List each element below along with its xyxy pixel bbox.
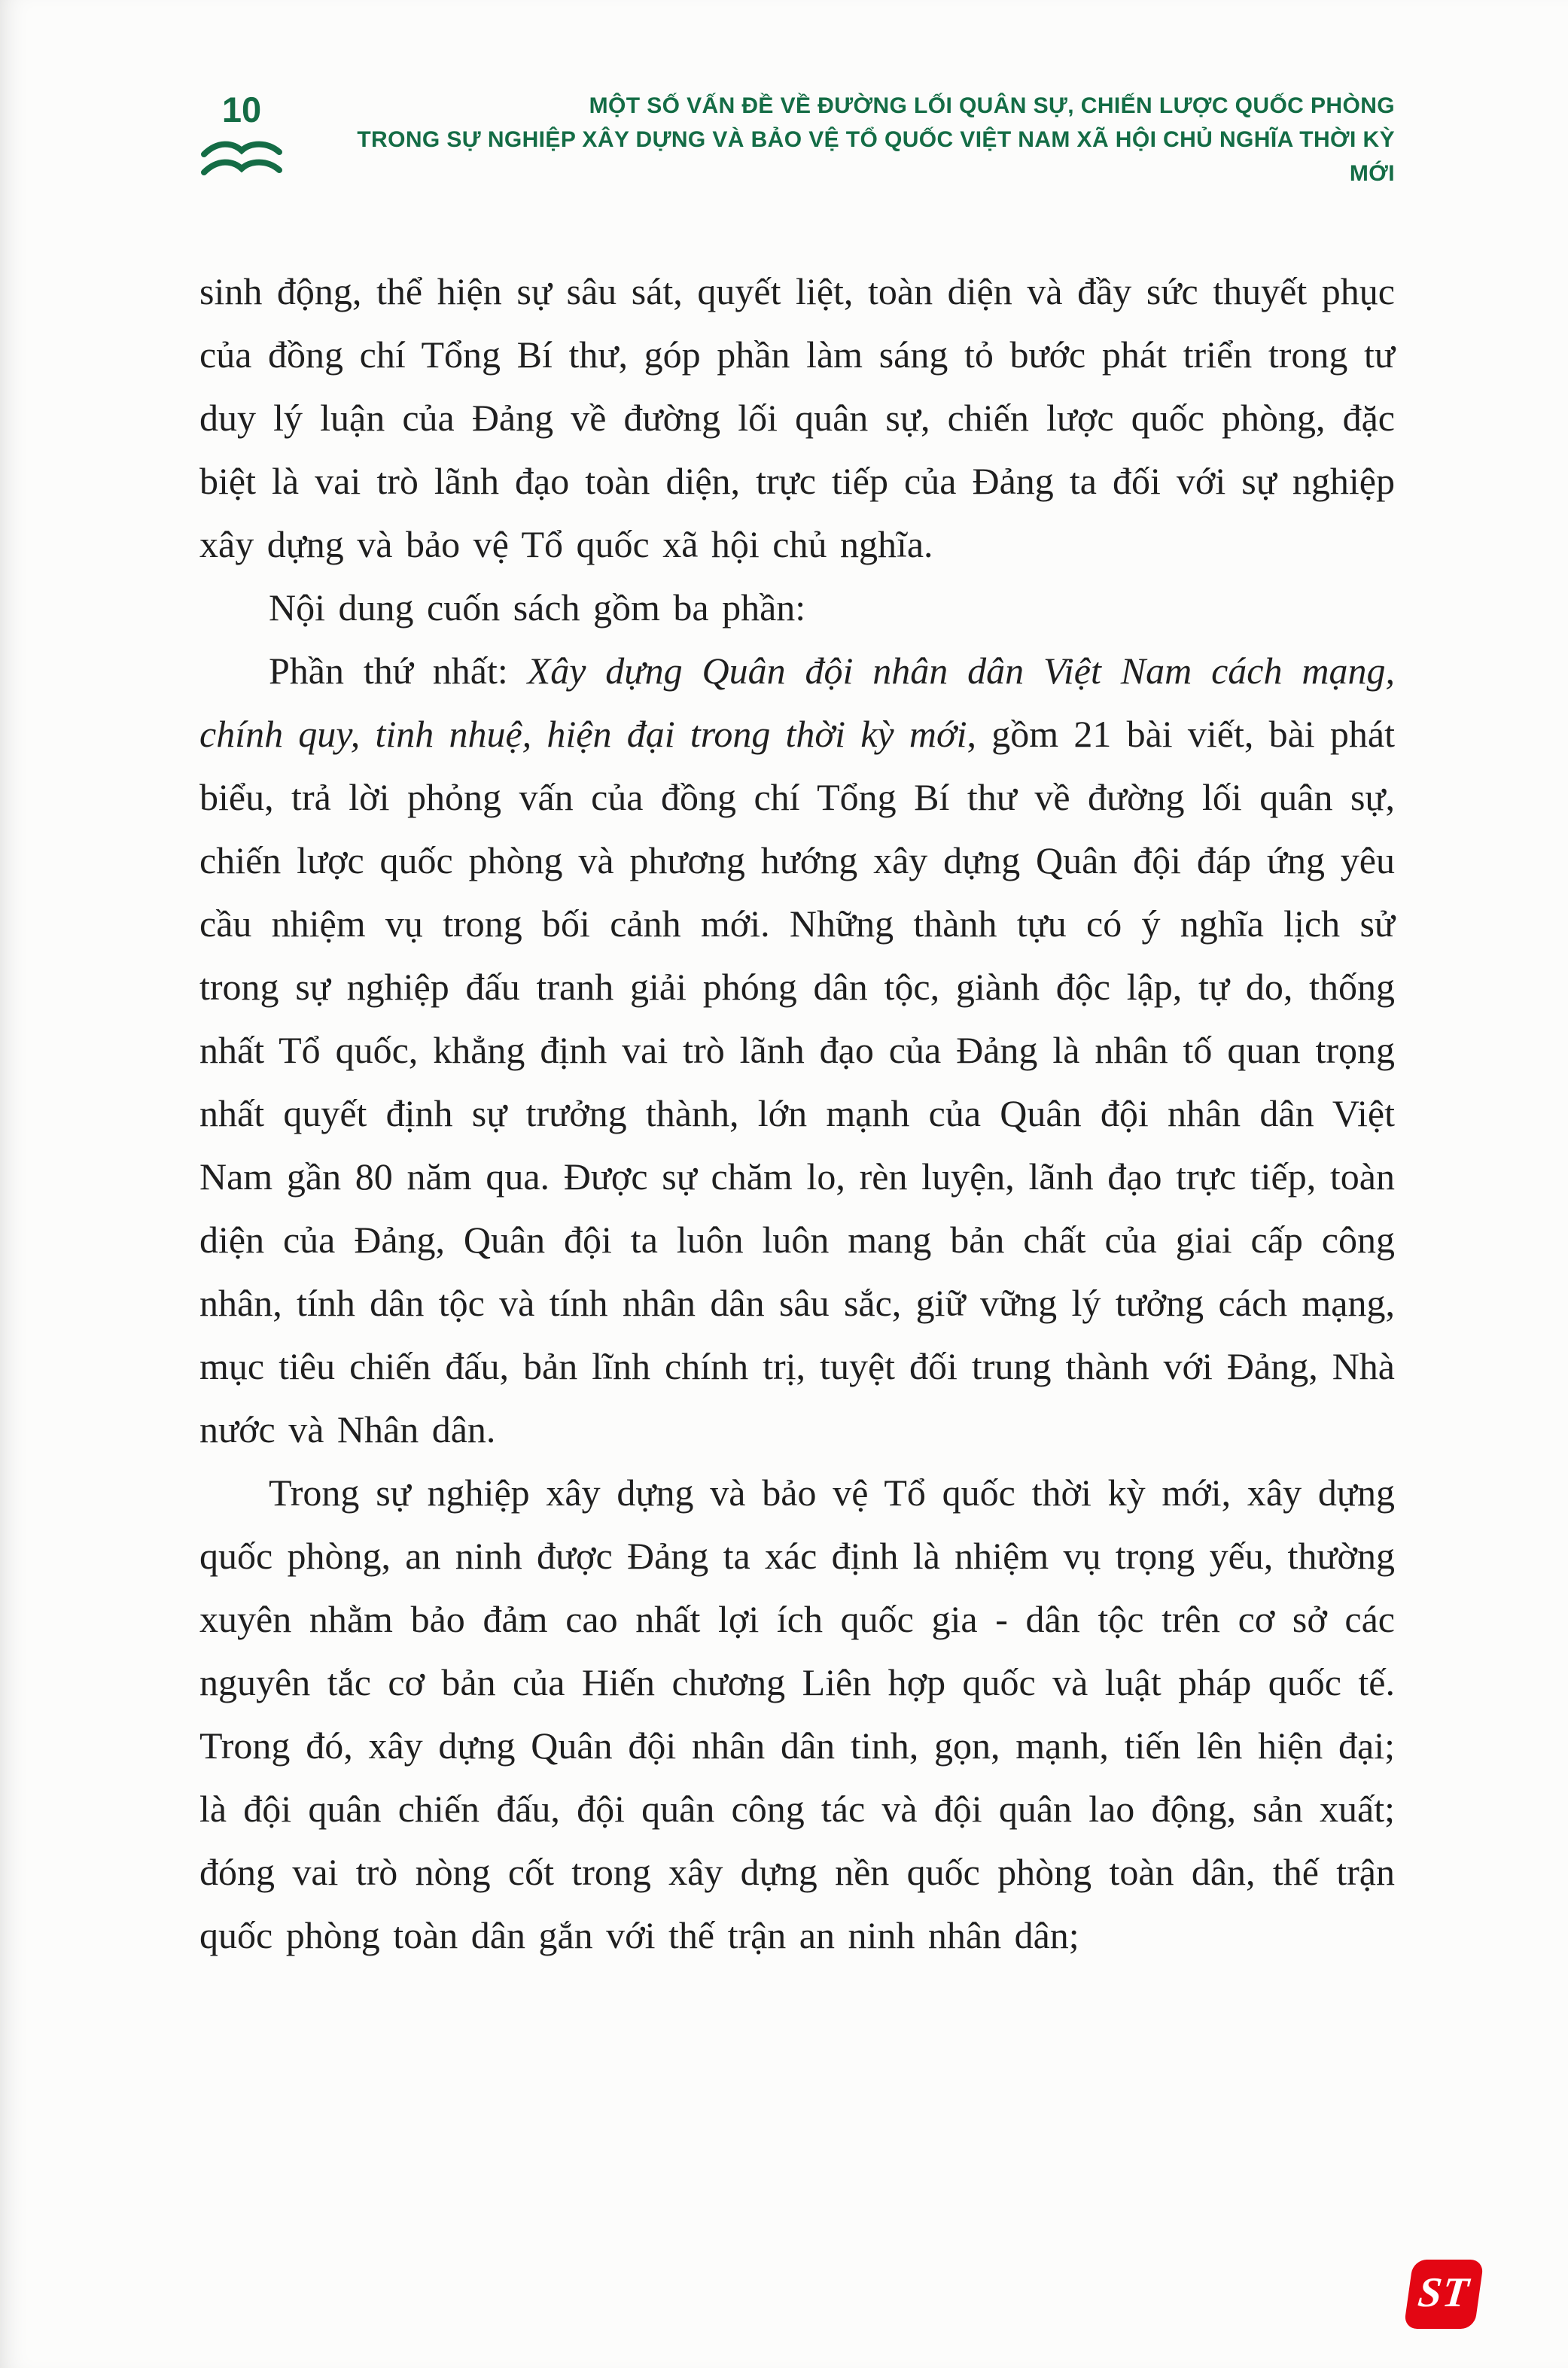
running-head [311,89,1395,190]
part-one-title: Xây dựng Quân đội nhân dân Việt Nam cách mạng, chính quy, tinh nhuệ, hiện đại trong thời kỳ mới [199,650,1396,755]
part-one-label: Phần thứ nhất: [269,650,528,692]
page-number: 10 [221,90,262,129]
page-header [199,89,1395,190]
publisher-logo [1404,2260,1484,2329]
running-head-line1: MỘT SỐ VẤN ĐỀ VỀ ĐƯỜNG LỐI QUÂN SỰ, CHIẾN LƯỢC QUỐC PHÒNG [589,93,1395,118]
page-body [199,260,1395,1967]
paragraph-contents-intro: Nội dung cuốn sách gồm ba phần: [269,586,806,629]
paragraph-continuation: sinh động, thể hiện sự sâu sát, quyết liệt, toàn diện và đầy sức thuyết phục của đồng chí Tổng Bí thư, góp phần làm sáng tỏ bước phát triển trong tư duy lý luận của Đảng về đường lối quân sự, chiến lược quốc phòng, đặc biệt là vai trò lãnh đạo toàn diện, trực tiếp của Đảng ta đối với sự nghiệp xây dựng và bảo vệ Tổ quốc xã hội chủ nghĩa. [199,270,1395,565]
paragraph-part-one [199,639,1395,1461]
paragraph-defense-mission: Trong sự nghiệp xây dựng và bảo vệ Tổ quốc thời kỳ mới, xây dựng quốc phòng, an ninh được Đảng ta xác định là nhiệm vụ trọng yếu, thường xuyên nhằm bảo đảm cao nhất lợi ích quốc gia - dân tộc trên cơ sở các nguyên tắc cơ bản của Hiến chương Liên hợp quốc và luật pháp quốc tế. Trong đó, xây dựng Quân đội nhân dân tinh, gọn, mạnh, tiến lên hiện đại; là đội quân chiến đấu, đội quân công tác và đội quân lao động, sản xuất; đóng vai trò nòng cốt trong xây dựng nền quốc phòng toàn dân, thế trận quốc phòng toàn dân gắn với thế trận an ninh nhân dân; [199,1472,1395,1956]
running-head-line2: TRONG SỰ NGHIỆP XÂY DỰNG VÀ BẢO VỆ TỔ QUỐC VIỆT NAM XÃ HỘI CHỦ NGHĨA THỜI KỲ MỚI [357,127,1395,186]
publisher-waves-icon [199,138,284,184]
publisher-logo-text: ST [1416,2269,1472,2316]
part-one-description: , gồm 21 bài viết, bài phát biểu, trả lời phỏng vấn của đồng chí Tổng Bí thư về đường lối quân sự, chiến lược quốc phòng và phương hướng xây dựng Quân đội đáp ứng yêu cầu nhiệm vụ trong bối cảnh mới. Những thành tựu có ý nghĩa lịch sử trong sự nghiệp đấu tranh giải phóng dân tộc, giành độc lập, tự do, thống nhất Tổ quốc, khẳng định vai trò lãnh đạo của Đảng là nhân tố quan trọng nhất quyết định sự trưởng thành, lớn mạnh của Quân đội nhân dân Việt Nam gần 80 năm qua. Được sự chăm lo, rèn luyện, lãnh đạo trực tiếp, toàn diện của Đảng, Quân đội ta luôn luôn mang bản chất của giai cấp công nhân, tính dân tộc và tính nhân dân sâu sắc, giữ vững lý tưởng cách mạng, mục tiêu chiến đấu, bản lĩnh chính trị, tuyệt đối trung thành với Đảng, Nhà nước và Nhân dân. [199,713,1396,1450]
page-number-block [199,92,284,184]
